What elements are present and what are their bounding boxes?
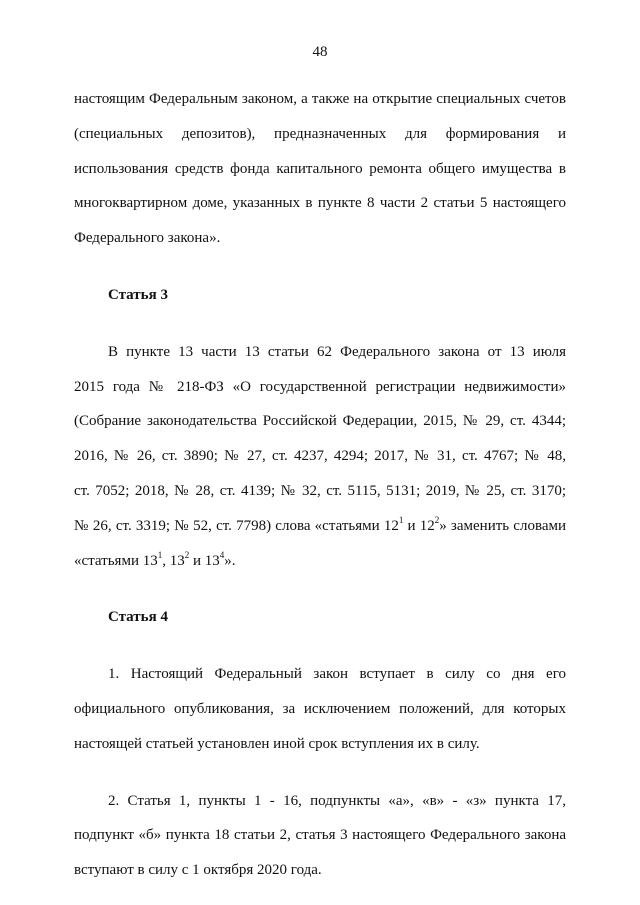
- text-line: подпункт «б» пункта 18 статьи 2, статья 3 настоящего Федерального закона: [74, 827, 566, 844]
- paragraph-gap: [74, 635, 566, 657]
- text-line: многоквартирном доме, указанных в пункте 8 части 2 статьи 5 настоящего: [74, 195, 566, 212]
- text-line: Федерального закона».: [74, 230, 221, 247]
- article-heading: Статья 3: [108, 286, 168, 303]
- text-line: В пункте 13 части 13 статьи 62 Федерального закона от 13 июля: [108, 343, 566, 360]
- text-line: вступают в силу с 1 октября 2020 года.: [74, 862, 322, 879]
- paragraph-gap: [74, 313, 566, 335]
- text-line: официального опубликования, за исключением положений, для которых: [74, 700, 566, 717]
- text-line: настоящей статьей установлен иной срок вступления их в силу.: [74, 735, 480, 752]
- paragraph: [74, 784, 566, 888]
- document-body: [74, 82, 566, 888]
- text-line: (Собрание законодательства Российской Федерации, 2015, № 29, ст. 4344;: [74, 413, 566, 430]
- text-line: «статьями $13^1$, $13^2$ и $13^4$».: [74, 549, 236, 569]
- article-heading: Статья 4: [108, 609, 168, 626]
- paragraph-gap: [74, 762, 566, 784]
- text-line: использования средств фонда капитального ремонта общего имущества в: [74, 160, 566, 177]
- text-line: ст. 7052; 2018, № 28, ст. 4139; № 32, ст. 5115, 5131; 2019, № 25, ст. 3170;: [74, 482, 566, 499]
- paragraph: [74, 82, 566, 256]
- paragraph: [74, 657, 566, 761]
- text-line: (специальных депозитов), предназначенных для формирования и: [74, 125, 566, 142]
- paragraph-gap: [74, 256, 566, 278]
- text-line: 1. Настоящий Федеральный закон вступает в силу со дня его: [108, 666, 566, 683]
- text-line: настоящим Федеральным законом, а также на открытие специальных счетов: [74, 91, 566, 107]
- text-line: 2015 года № 218-ФЗ «О государственной регистрации недвижимости»: [74, 378, 566, 395]
- page-number: 48: [312, 44, 328, 60]
- paragraph-gap: [74, 578, 566, 600]
- text-line: № 26, ст. 3319; № 52, ст. 7798) слова «статьями $12^1$ и $12^2$» заменить словами: [74, 514, 567, 534]
- paragraph: [74, 335, 566, 579]
- text-line: 2016, № 26, ст. 3890; № 27, ст. 4237, 4294; 2017, № 31, ст. 4767; № 48,: [74, 448, 566, 465]
- text-line: 2. Статья 1, пункты 1 - 16, подпункты «а», «в» - «з» пункта 17,: [108, 792, 566, 809]
